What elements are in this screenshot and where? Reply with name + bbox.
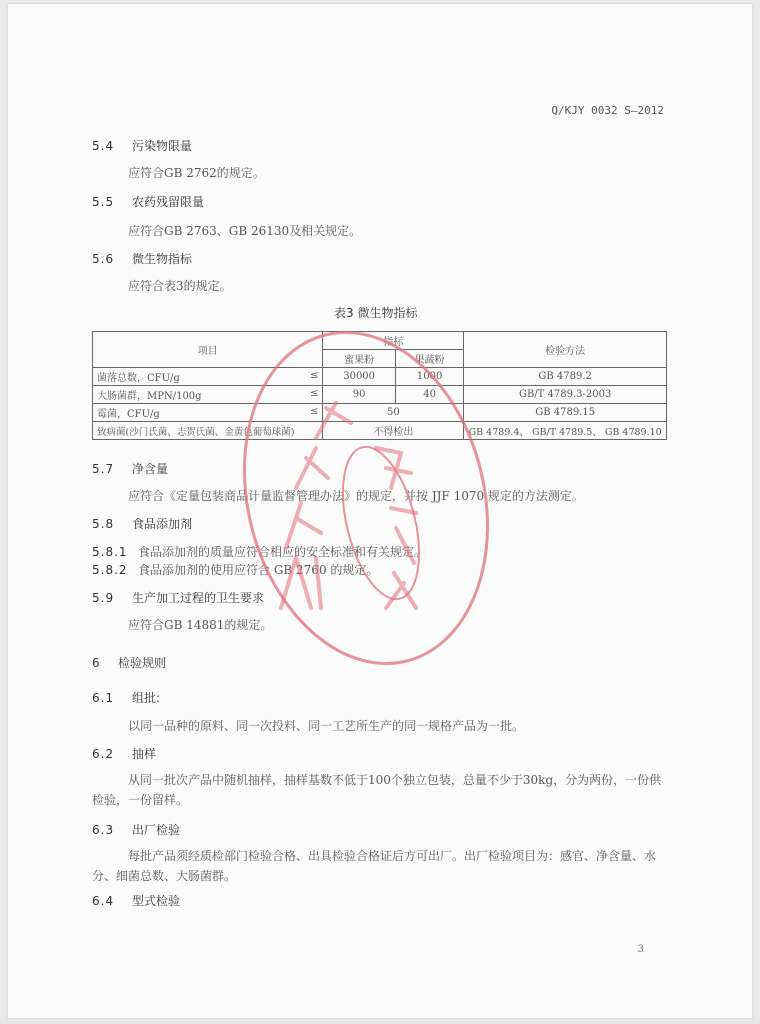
row-value: 不得检出 (323, 422, 464, 440)
row-method: GB 4789.15 (464, 404, 667, 422)
row-item: 大肠菌群，MPN/100g ≤ (93, 386, 323, 404)
section-6-1-text: 以同一品种的原料、同一次投料、同一工艺所生产的同一规格产品为一批。 (128, 719, 525, 733)
section-6-heading: 6 检验规则 (92, 656, 167, 670)
table-row (93, 368, 667, 386)
section-5-8-heading: 5.8 食品添加剂 (92, 517, 193, 531)
row-item: 致病菌(沙门氏菌、志贺氏菌、金黄色葡萄球菌) (93, 422, 323, 440)
microbial-table (92, 331, 667, 440)
section-5-9-heading: 5.9 生产加工过程的卫生要求 (92, 591, 265, 605)
section-5-8-1: 5.8.1 食品添加剂的质量应符合相应的安全标准和有关规定。 (92, 545, 427, 559)
row-item: 霉菌，CFU/g ≤ (93, 404, 323, 422)
table-row (93, 422, 667, 440)
row-method: GB 4789.2 (464, 368, 667, 386)
header-method: 检验方法 (464, 332, 667, 368)
section-5-8-2: 5.8.2 食品添加剂的使用应符合 GB 2760 的规定。 (92, 563, 379, 577)
row-method: GB/T 4789.3-2003 (464, 386, 667, 404)
page-number: 3 (637, 944, 644, 955)
section-6-2-heading: 6.2 抽样 (92, 747, 157, 761)
row-value: 30000 (323, 368, 396, 386)
section-5-4-heading: 5.4 污染物限量 (92, 139, 193, 153)
standard-number: Q/KJY 0032 S—2012 (551, 104, 664, 117)
section-6-4-heading: 6.4 型式检验 (92, 894, 181, 908)
row-value: 1000 (395, 368, 463, 386)
row-item: 菌落总数，CFU/g ≤ (93, 368, 323, 386)
section-6-3-text: 每批产品须经质检部门检验合格、出具检验合格证后方可出厂。出厂检验项目为：感官、净含量、水分、细菌总数、大肠菌群。 (92, 849, 657, 883)
section-5-7-heading: 5.7 净含量 (92, 462, 169, 476)
table-row (93, 386, 667, 404)
row-method: GB 4789.4、 GB/T 4789.5、 GB 4789.10 (464, 422, 667, 440)
row-value: 90 (323, 386, 396, 404)
section-6-1-heading: 6.1 组批: (92, 691, 161, 705)
table-row (93, 404, 667, 422)
section-5-4-text: 应符合GB 2762的规定。 (128, 166, 265, 180)
section-5-7-text: 应符合《定量包装商品计量监督管理办法》的规定，并按 JJF 1070 规定的方法测定。 (128, 489, 584, 503)
header-sub1: 蜜果粉 (323, 350, 396, 368)
table-3-caption: 表3 微生物指标 (334, 306, 418, 320)
section-6-2-text: 从同一批次产品中随机抽样，抽样基数不低于100个独立包装，总量不少于30kg，分为两份，一份供检验，一份留样。 (92, 773, 662, 807)
header-sub2: 果蔬粉 (395, 350, 463, 368)
section-5-9-text: 应符合GB 14881的规定。 (128, 618, 273, 632)
section-5-5-text: 应符合GB 2763、GB 26130及相关规定。 (128, 224, 362, 238)
row-value: 40 (395, 386, 463, 404)
row-value: 50 (323, 404, 464, 422)
section-5-5-heading: 5.5 农药残留限量 (92, 195, 205, 209)
section-5-6-text: 应符合表3的规定。 (128, 279, 232, 293)
header-index: 指标 (323, 332, 464, 350)
section-5-6-heading: 5.6 微生物指标 (92, 252, 193, 266)
header-item: 项目 (93, 332, 323, 368)
section-6-3-heading: 6.3 出厂检验 (92, 823, 181, 837)
